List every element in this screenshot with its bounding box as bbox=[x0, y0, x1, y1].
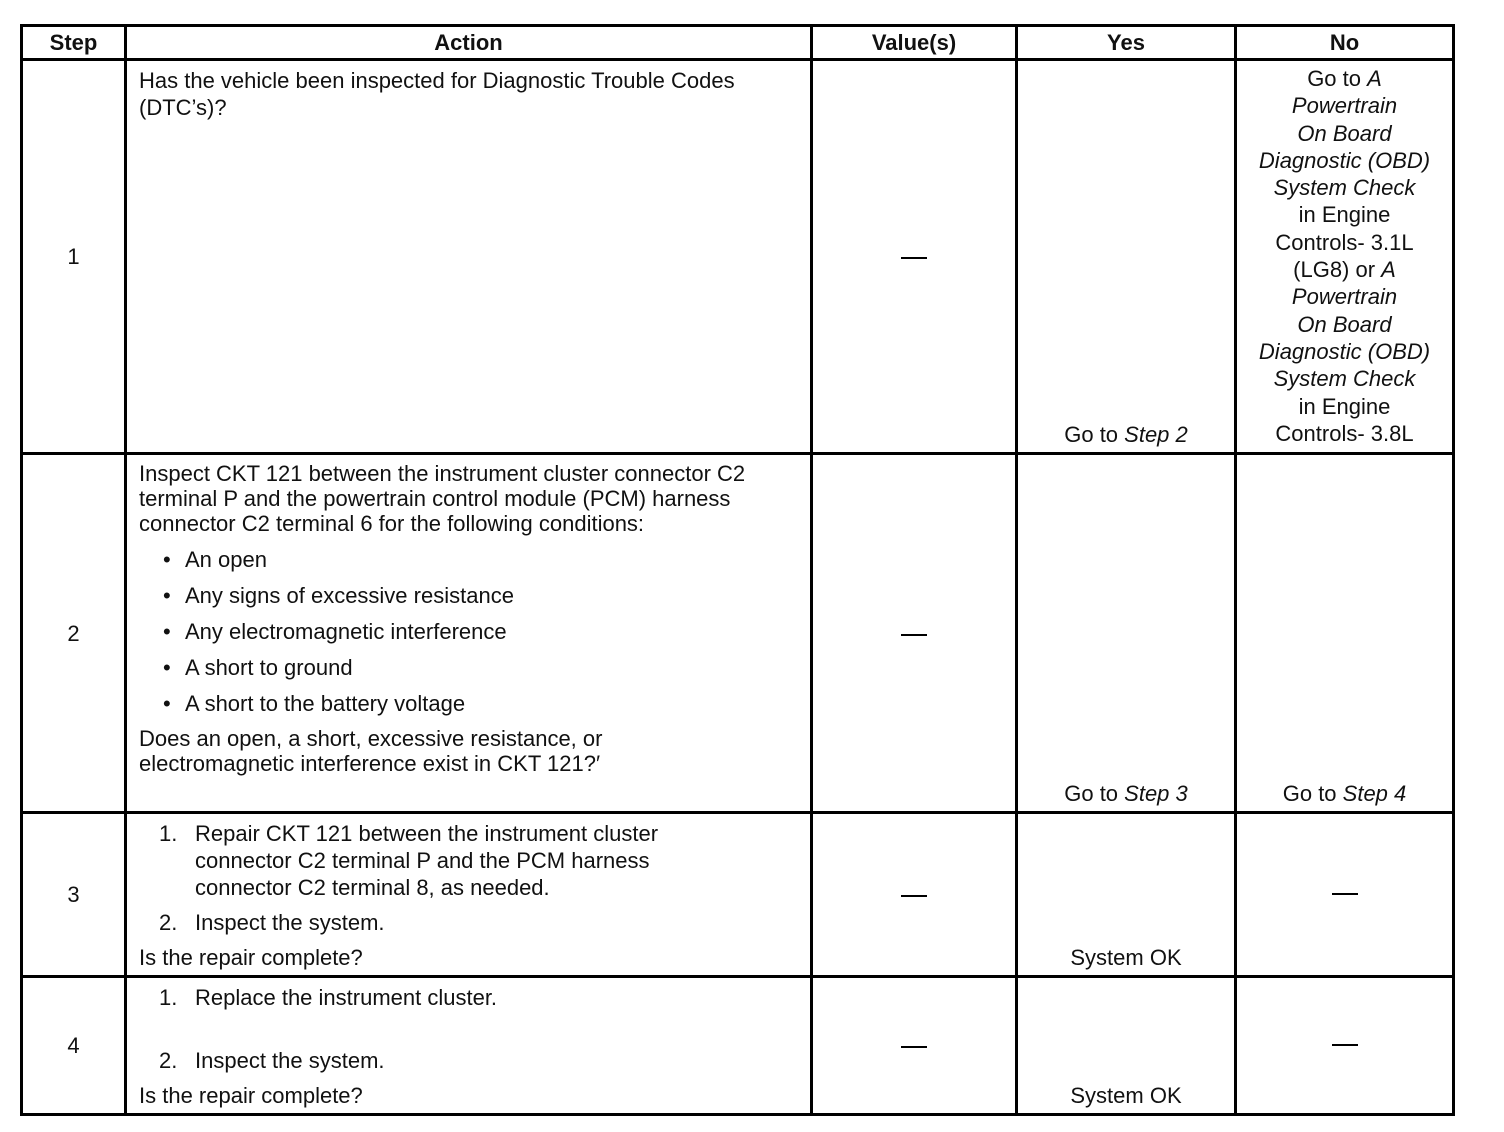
value-dash bbox=[901, 257, 927, 259]
yes-step-link: Step 2 bbox=[1124, 422, 1188, 448]
no-line: On Board bbox=[1297, 311, 1392, 337]
value-cell bbox=[812, 812, 1017, 976]
list-item: • A short to the battery voltage bbox=[163, 691, 466, 717]
action-cell bbox=[126, 454, 812, 812]
action-question: Is the repair complete? bbox=[139, 1082, 363, 1108]
header-yes: Yes bbox=[1017, 26, 1236, 60]
list-item: 1. Replace the instrument cluster. bbox=[159, 984, 498, 1010]
table-row bbox=[22, 976, 1454, 1114]
diagnostic-table bbox=[20, 24, 1455, 1116]
list-item: 2. Inspect the system. bbox=[159, 1047, 385, 1073]
no-cell bbox=[1236, 60, 1454, 454]
header-step: Step bbox=[22, 26, 126, 60]
list-item: • An open bbox=[163, 547, 267, 573]
step-number: 1 bbox=[22, 60, 126, 454]
list-item: • A short to ground bbox=[163, 655, 353, 681]
condition-list bbox=[139, 542, 802, 722]
value-cell bbox=[812, 976, 1017, 1114]
no-line: in Engine bbox=[1298, 202, 1391, 228]
no-line: in Engine bbox=[1298, 393, 1391, 419]
value-dash bbox=[901, 634, 927, 636]
header-no: No bbox=[1236, 26, 1454, 60]
value-dash bbox=[901, 1046, 927, 1048]
yes-prefix: Go to bbox=[1064, 780, 1125, 806]
no-line: Controls- 3.1L bbox=[1275, 229, 1414, 255]
action-question: Does an open, a short, excessive resistance, or electromagnetic interference exist in CKT 121?′ bbox=[139, 726, 603, 777]
list-item: 1. Repair CKT 121 between the instrument cluster connector C2 terminal P and the PCM harness connector C2 terminal 8, as needed. bbox=[159, 820, 659, 900]
yes-cell bbox=[1017, 454, 1236, 812]
no-line: On Board bbox=[1297, 120, 1392, 146]
list-item: • Any electromagnetic interference bbox=[163, 619, 507, 645]
yes-cell: System OK bbox=[1017, 812, 1236, 976]
no-prefix: Go to bbox=[1282, 780, 1343, 806]
action-steps bbox=[139, 984, 802, 1074]
step-number: 2 bbox=[22, 454, 126, 812]
step-number: 4 bbox=[22, 976, 126, 1114]
table-row bbox=[22, 60, 1454, 454]
no-line: Powertrain bbox=[1291, 284, 1398, 310]
header-action: Action bbox=[126, 26, 812, 60]
action-question: Is the repair complete? bbox=[139, 944, 363, 970]
no-dash bbox=[1332, 1044, 1358, 1046]
no-line: System Check bbox=[1273, 366, 1416, 392]
yes-step-link: Step 3 bbox=[1124, 780, 1188, 806]
no-line: (LG8) or A bbox=[1293, 257, 1396, 283]
no-dash bbox=[1332, 893, 1358, 895]
no-step-link: Step 4 bbox=[1342, 780, 1407, 806]
table-row bbox=[22, 454, 1454, 812]
value-cell bbox=[812, 60, 1017, 454]
yes-cell: System OK bbox=[1017, 976, 1236, 1114]
value-cell bbox=[812, 454, 1017, 812]
no-cell bbox=[1236, 976, 1454, 1114]
table-row bbox=[22, 812, 1454, 976]
no-cell bbox=[1236, 812, 1454, 976]
step-number: 3 bbox=[22, 812, 126, 976]
no-line: Powertrain bbox=[1291, 93, 1398, 119]
no-cell bbox=[1236, 454, 1454, 812]
header-values: Value(s) bbox=[812, 26, 1017, 60]
action-cell bbox=[126, 812, 812, 976]
action-cell bbox=[126, 976, 812, 1114]
no-line: Diagnostic (OBD) bbox=[1258, 338, 1431, 364]
list-item: 2. Inspect the system. bbox=[159, 909, 385, 935]
yes-prefix: Go to bbox=[1064, 422, 1125, 448]
action-intro: Inspect CKT 121 between the instrument cluster connector C2 terminal P and the powertrain control module (PCM) harness connector C2 terminal 6 for the following conditions: bbox=[139, 461, 746, 537]
value-dash bbox=[901, 895, 927, 897]
header-row bbox=[22, 26, 1454, 60]
action-cell bbox=[126, 60, 812, 454]
no-line: Diagnostic (OBD) bbox=[1258, 147, 1431, 173]
action-steps bbox=[139, 820, 802, 936]
yes-cell bbox=[1017, 60, 1236, 454]
list-item: • Any signs of excessive resistance bbox=[163, 583, 514, 609]
action-question: Has the vehicle been inspected for Diagnostic Trouble Codes (DTC’s)? bbox=[139, 68, 735, 120]
no-line: Go to A bbox=[1307, 66, 1382, 91]
no-line: Controls- 3.8L bbox=[1275, 420, 1414, 446]
no-line: System Check bbox=[1273, 175, 1416, 201]
